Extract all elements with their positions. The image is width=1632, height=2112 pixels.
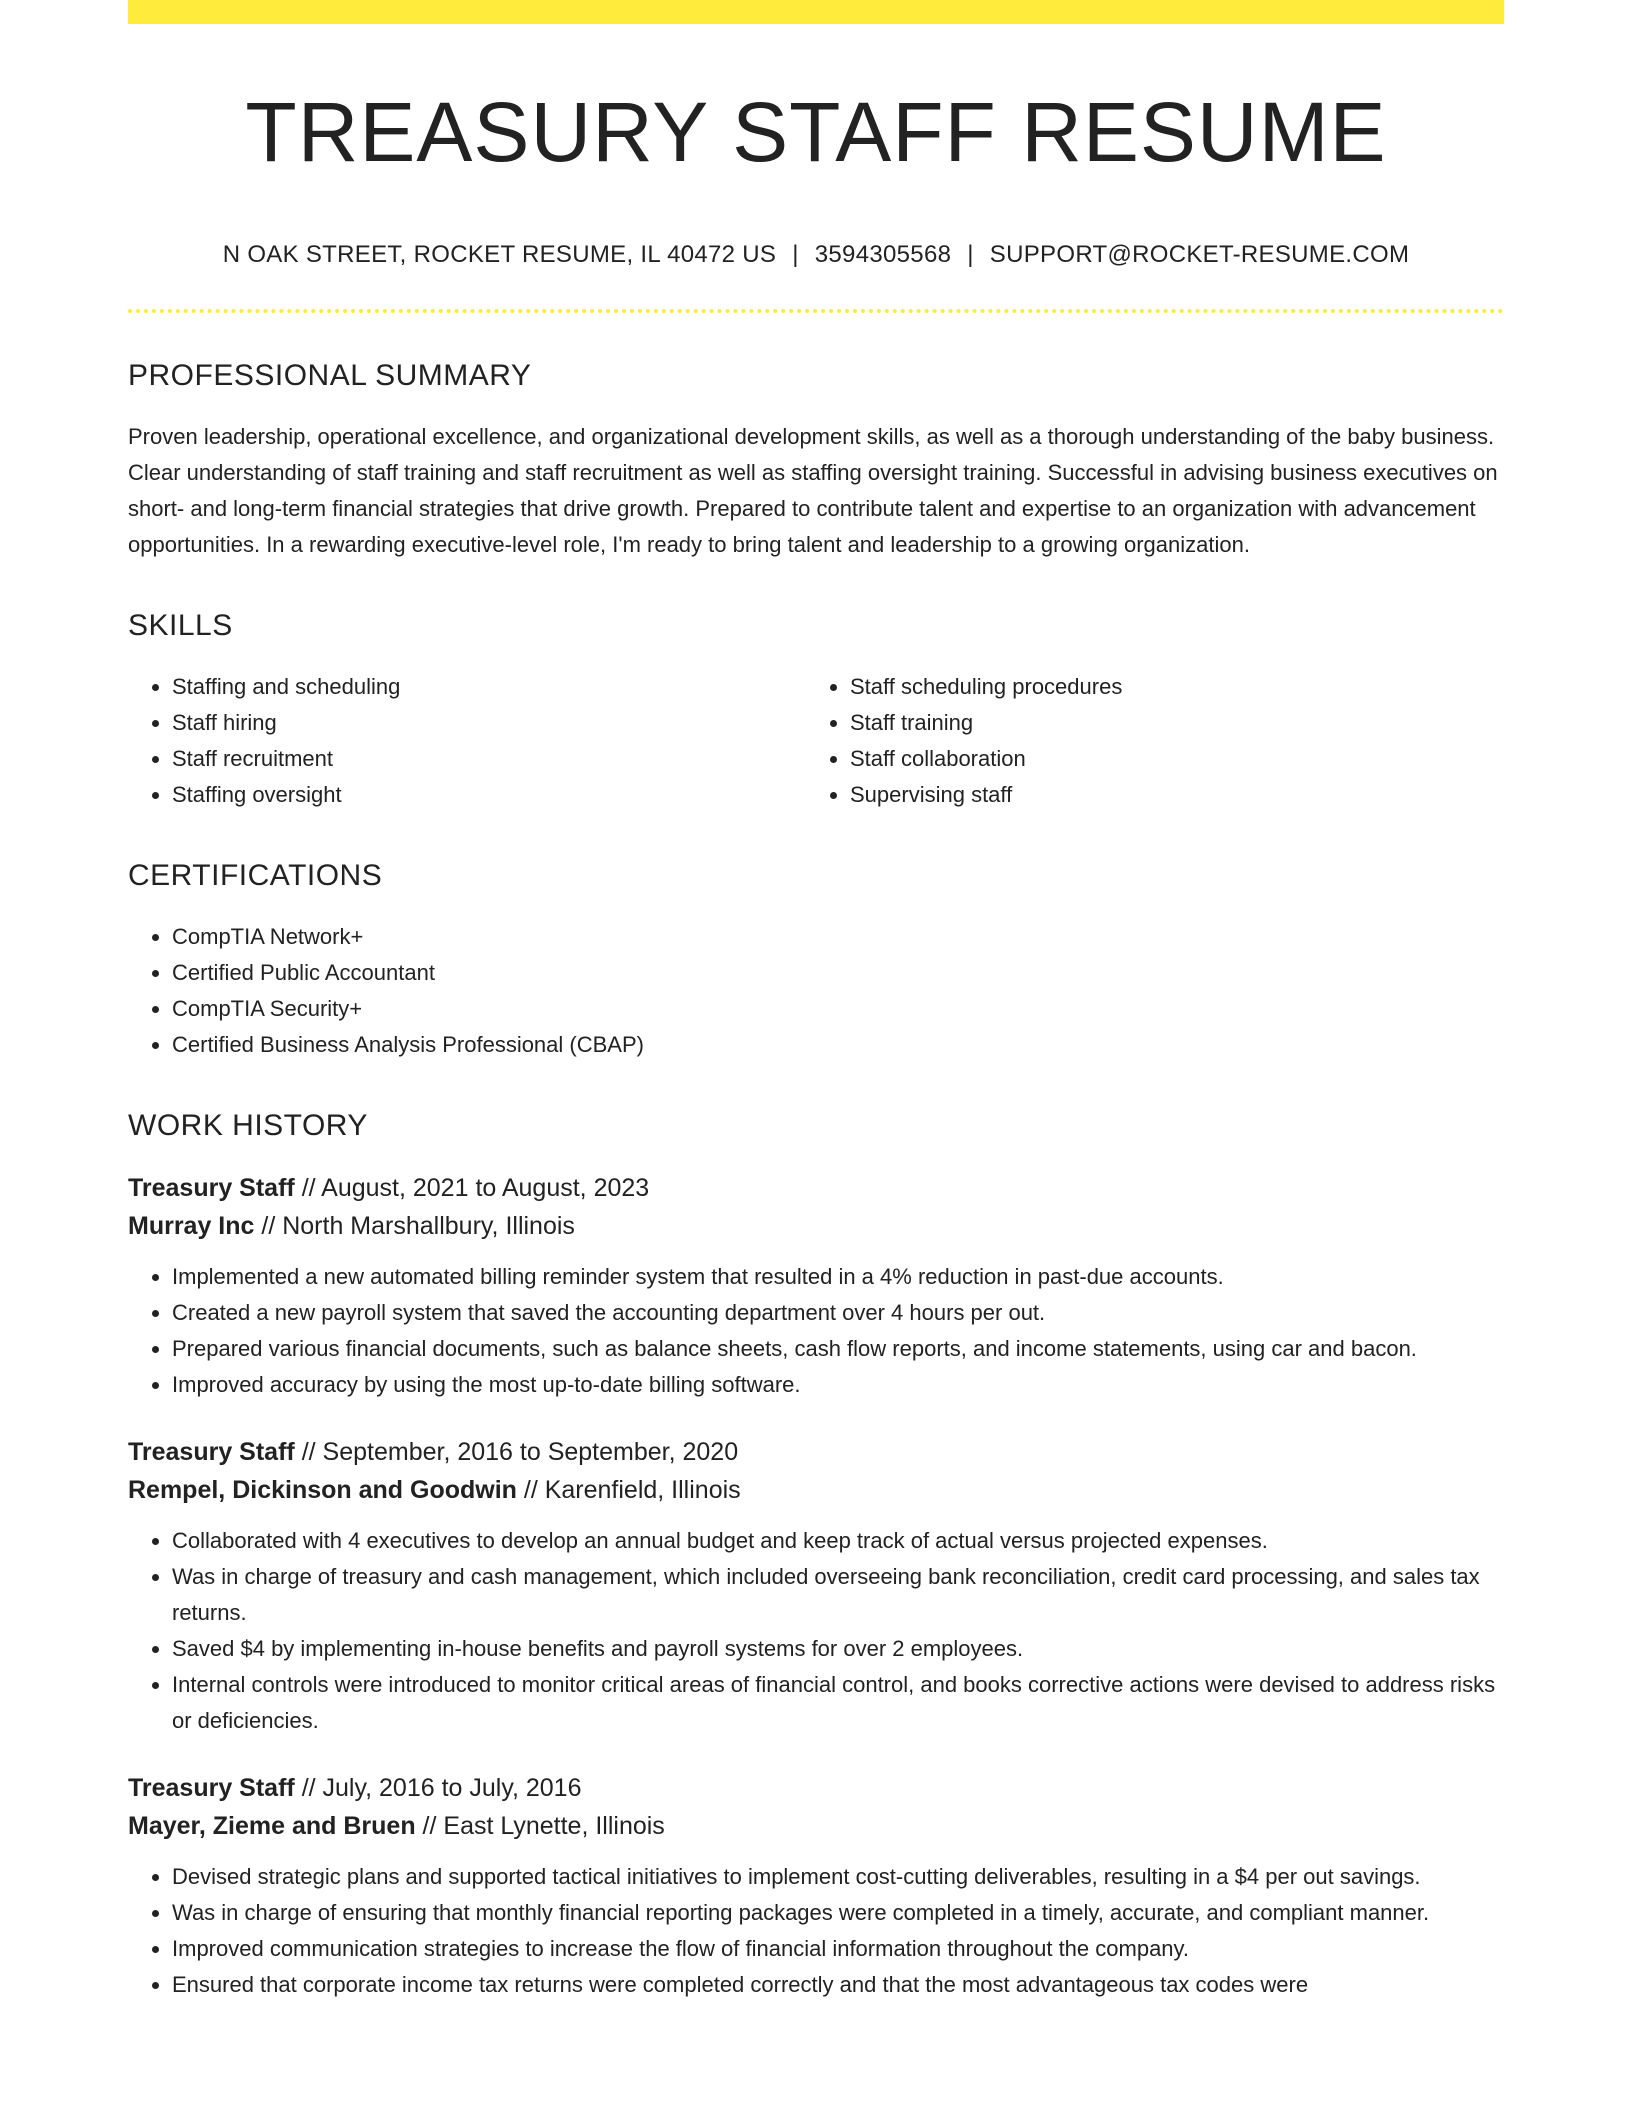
- job-title-line: [128, 1433, 1504, 1471]
- resume-page: [128, 0, 1504, 2003]
- skills-column-left: [128, 669, 806, 813]
- job-entry: [128, 1433, 1504, 1739]
- skill-item: • Staff scheduling procedures: [850, 669, 1484, 705]
- contact-separator: |: [792, 240, 799, 268]
- contact-separator: |: [967, 240, 974, 268]
- skill-item: • Staff training: [850, 705, 1484, 741]
- job-company: Rempel, Dickinson and Goodwin: [128, 1475, 517, 1504]
- job-title-line: [128, 1769, 1504, 1807]
- job-role: Treasury Staff: [128, 1773, 295, 1802]
- job-company: Mayer, Zieme and Bruen: [128, 1811, 416, 1840]
- work-history-heading: WORK HISTORY: [128, 1108, 368, 1142]
- summary-heading: PROFESSIONAL SUMMARY: [128, 358, 532, 392]
- job-bullet: • Improved communication strategies to increase the flow of financial information throughout the company.: [172, 1931, 1504, 1967]
- job-bullet: • Devised strategic plans and supported tactical initiatives to implement cost-cutting deliverables, resulting in a $4 per out savings.: [172, 1859, 1504, 1895]
- job-bullet: • Was in charge of treasury and cash management, which included overseeing bank reconciliation, credit card processing, and sales tax returns.: [172, 1559, 1504, 1631]
- job-bullet: • Internal controls were introduced to monitor critical areas of financial control, and books corrective actions were devised to address risks or deficiencies.: [172, 1667, 1504, 1739]
- skill-item: • Staff hiring: [172, 705, 806, 741]
- skill-item: • Staffing oversight: [172, 777, 806, 813]
- certification-item: • CompTIA Network+: [172, 919, 1504, 955]
- job-bullets: [128, 1523, 1504, 1739]
- job-entry: [128, 1769, 1504, 2003]
- job-role: Treasury Staff: [128, 1437, 295, 1466]
- accent-top-bar: [128, 0, 1504, 24]
- skills-heading: SKILLS: [128, 608, 233, 642]
- job-company: Murray Inc: [128, 1211, 255, 1240]
- job-bullet: • Was in charge of ensuring that monthly financial reporting packages were completed in a timely, accurate, and compliant manner.: [172, 1895, 1504, 1931]
- contact-line: [128, 241, 1504, 269]
- job-role: Treasury Staff: [128, 1173, 295, 1202]
- job-location: // North Marshallbury, Illinois: [254, 1211, 575, 1240]
- job-dates: // September, 2016 to September, 2020: [294, 1437, 739, 1466]
- job-bullet: • Collaborated with 4 executives to develop an annual budget and keep track of actual versus projected expenses.: [172, 1523, 1504, 1559]
- job-bullet: • Created a new payroll system that saved the accounting department over 4 hours per out.: [172, 1295, 1504, 1331]
- contact-phone: 3594305568: [814, 240, 952, 268]
- skill-item: • Staff collaboration: [850, 741, 1484, 777]
- job-bullet: • Implemented a new automated billing reminder system that resulted in a 4% reduction in past-due accounts.: [172, 1259, 1504, 1295]
- dotted-divider: [128, 309, 1504, 313]
- skill-item: • Staffing and scheduling: [172, 669, 806, 705]
- summary-text: Proven leadership, operational excellence, and organizational development skills, as well as a thorough understanding of the baby business. Clear understanding of staff training and staff recruitment as well as staffing oversight training. Successful in advising business executives on short- and long-term financial strategies that drive growth. Prepared to contribute talent and expertise to an organization with advancement opportunities. In a rewarding executive-level role, I'm ready to bring talent and leadership to a growing organization.: [128, 423, 1498, 557]
- job-company-line: [128, 1207, 1504, 1245]
- certifications-list: [128, 919, 1504, 1063]
- job-bullet: • Prepared various financial documents, such as balance sheets, cash flow reports, and income statements, using car and bacon.: [172, 1331, 1504, 1367]
- contact-address: N OAK STREET, ROCKET RESUME, IL 40472 US: [222, 240, 777, 268]
- job-company-line: [128, 1807, 1504, 1845]
- job-bullet: • Saved $4 by implementing in-house benefits and payroll systems for over 2 employees.: [172, 1631, 1504, 1667]
- job-bullet: • Improved accuracy by using the most up-to-date billing software.: [172, 1367, 1504, 1403]
- certification-item: • Certified Business Analysis Professional (CBAP): [172, 1027, 1504, 1063]
- job-entry: [128, 1169, 1504, 1403]
- job-dates: // August, 2021 to August, 2023: [294, 1173, 650, 1202]
- job-location: // Karenfield, Illinois: [516, 1475, 741, 1504]
- skills-column-right: [806, 669, 1484, 813]
- resume-title: TREASURY STAFF RESUME: [245, 85, 1387, 179]
- job-bullets: [128, 1259, 1504, 1403]
- job-title-line: [128, 1169, 1504, 1207]
- contact-email: SUPPORT@ROCKET-RESUME.COM: [989, 240, 1410, 268]
- certification-item: • Certified Public Accountant: [172, 955, 1504, 991]
- job-location: // East Lynette, Illinois: [415, 1811, 665, 1840]
- skills-list: [128, 669, 1504, 813]
- job-bullet: • Ensured that corporate income tax returns were completed correctly and that the most advantageous tax codes were: [172, 1967, 1504, 2003]
- certifications-heading: CERTIFICATIONS: [128, 858, 383, 892]
- certification-item: • CompTIA Security+: [172, 991, 1504, 1027]
- job-bullets: [128, 1859, 1504, 2003]
- job-company-line: [128, 1471, 1504, 1509]
- skill-item: • Supervising staff: [850, 777, 1484, 813]
- job-dates: // July, 2016 to July, 2016: [294, 1773, 582, 1802]
- skill-item: • Staff recruitment: [172, 741, 806, 777]
